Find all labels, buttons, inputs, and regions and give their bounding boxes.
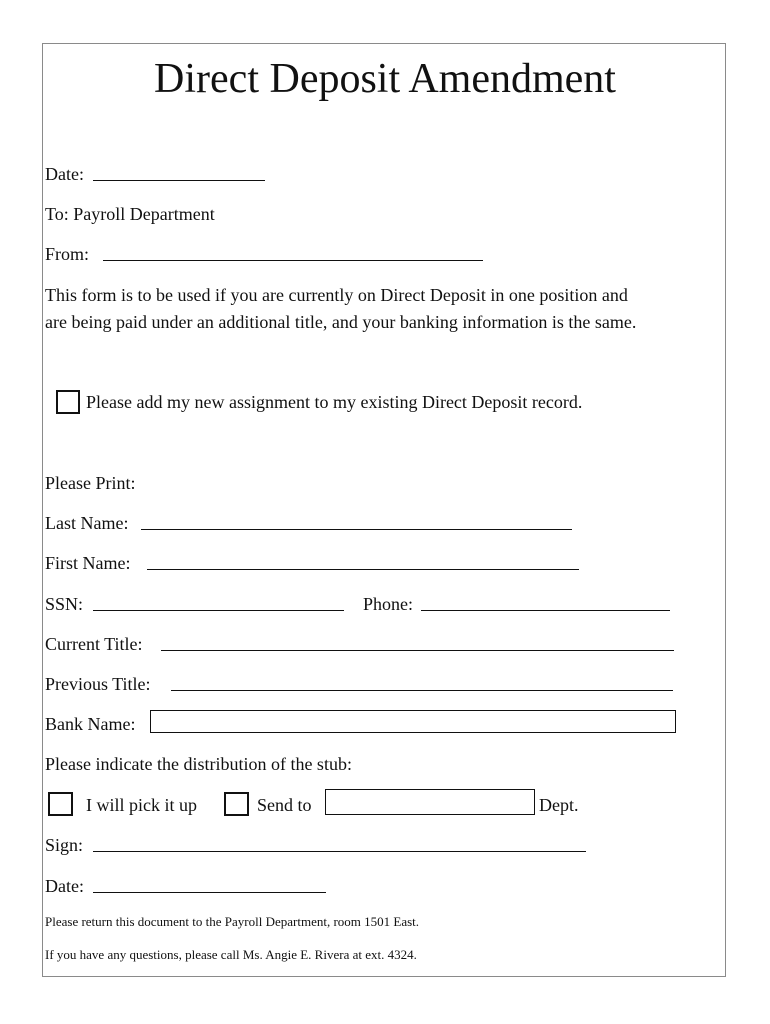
first-name-field[interactable] <box>147 569 579 570</box>
distribution-heading: Please indicate the distribution of the stub: <box>45 754 352 774</box>
date-field-2[interactable] <box>93 892 326 893</box>
date-label-2: Date: <box>45 876 84 896</box>
return-note: Please return this document to the Payroll Department, room 1501 East. <box>45 914 420 929</box>
please-print-label: Please Print: <box>45 473 136 493</box>
form-page <box>42 43 726 977</box>
intro-line-2: are being paid under an additional title, and your banking information is the same. <box>45 312 637 332</box>
pickup-checkbox[interactable] <box>48 792 73 816</box>
ssn-field[interactable] <box>93 610 344 611</box>
add-assignment-label: Please add my new assignment to my existing Direct Deposit record. <box>86 392 583 412</box>
bank-name-field[interactable] <box>150 710 676 733</box>
send-to-label: Send to <box>257 795 312 815</box>
phone-label: Phone: <box>363 594 414 614</box>
bank-name-label: Bank Name: <box>45 714 136 734</box>
date-field[interactable] <box>93 180 265 181</box>
from-field[interactable] <box>103 260 483 261</box>
current-title-label: Current Title: <box>45 634 143 654</box>
previous-title-label: Previous Title: <box>45 674 151 694</box>
previous-title-field[interactable] <box>171 690 673 691</box>
dept-label: Dept. <box>539 795 579 815</box>
intro-line-1: This form is to be used if you are currently on Direct Deposit in one position and <box>45 285 628 305</box>
add-assignment-checkbox[interactable] <box>56 390 80 414</box>
sign-label: Sign: <box>45 835 84 855</box>
contact-note: If you have any questions, please call Ms. Angie E. Rivera at ext. 4324. <box>45 947 417 962</box>
send-to-checkbox[interactable] <box>224 792 249 816</box>
last-name-field[interactable] <box>141 529 572 530</box>
form-title: Direct Deposit Amendment <box>154 56 616 102</box>
from-label: From: <box>45 244 90 264</box>
phone-field[interactable] <box>421 610 670 611</box>
last-name-label: Last Name: <box>45 513 129 533</box>
current-title-field[interactable] <box>161 650 674 651</box>
pickup-label: I will pick it up <box>86 795 197 815</box>
first-name-label: First Name: <box>45 553 131 573</box>
ssn-label: SSN: <box>45 594 84 614</box>
date-label: Date: <box>45 164 84 184</box>
signature-field[interactable] <box>93 851 586 852</box>
send-to-dept-field[interactable] <box>325 789 535 815</box>
to-line: To: Payroll Department <box>45 204 215 224</box>
